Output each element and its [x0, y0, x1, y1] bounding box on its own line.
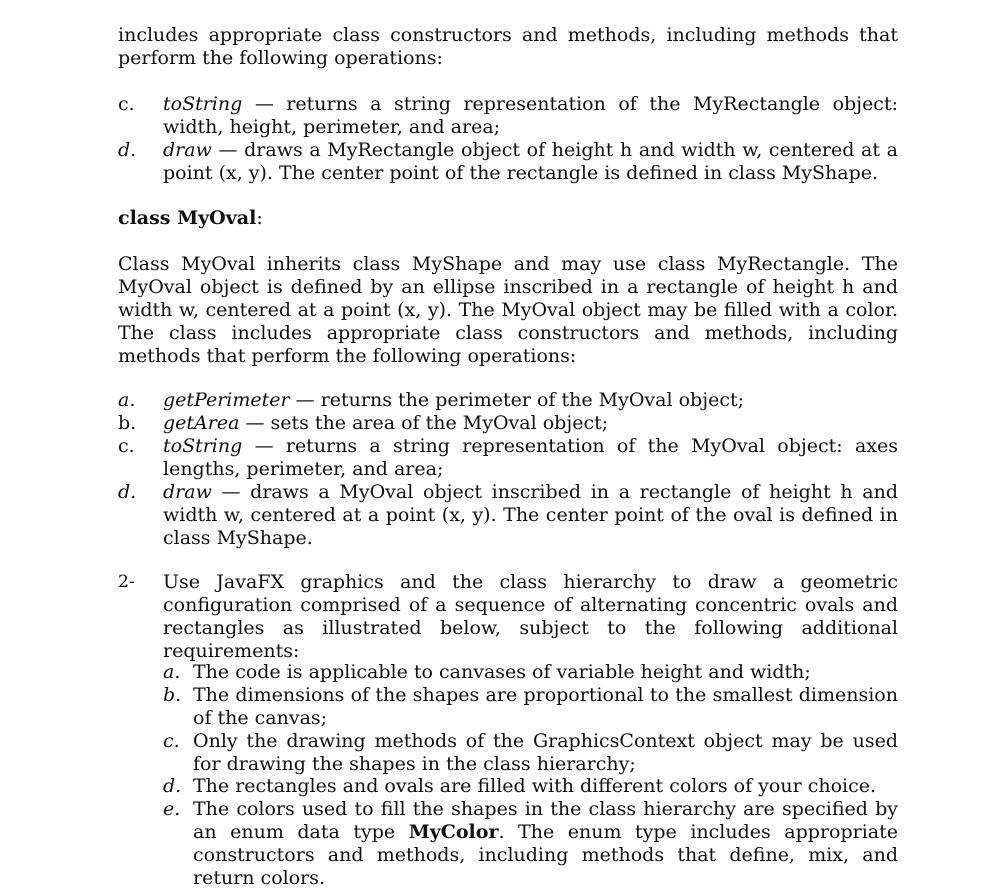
dash: — — [211, 481, 251, 503]
item-marker: a. — [118, 389, 136, 411]
method-description: returns a string representation of the MyOval object: axes lengths, perimeter, and area; — [163, 435, 898, 480]
item-marker: c. — [118, 93, 135, 115]
requirement-marker: d. — [163, 775, 182, 797]
dash: — — [242, 93, 287, 115]
requirement-text: Only the drawing methods of the GraphicsContext object may be used for drawing the shapes in the class hierarchy; — [193, 730, 898, 775]
item-text — [163, 389, 898, 412]
item-text — [163, 435, 898, 481]
requirement-text-after: . The enum type includes appropriate constructors and methods, including methods that define, mix, and return colors. — [193, 821, 898, 889]
dash: — — [242, 435, 286, 457]
enum-name: MyColor — [408, 821, 499, 843]
method-description: returns the perimeter of the MyOval object; — [320, 389, 745, 411]
method-description: draws a MyRectangle object of height h and width w, centered at a point (x, y). The center point of the rectangle is defined in class MyShape. — [163, 139, 898, 184]
requirement-text: The rectangles and ovals are filled with different colors of your choice. — [193, 775, 877, 797]
dash: — — [289, 389, 321, 411]
item-marker: d. — [118, 481, 137, 503]
task-marker: 2- — [118, 572, 135, 592]
method-description: sets the area of the MyOval object; — [270, 412, 609, 434]
method-name: draw — [163, 139, 212, 161]
requirement-text: The code is applicable to canvases of variable height and width; — [193, 661, 811, 683]
dash: — — [211, 139, 245, 161]
oval-paragraph — [118, 253, 898, 368]
method-name: toString — [163, 435, 243, 457]
dash: — — [239, 412, 271, 434]
heading-class-name: class MyOval — [118, 207, 257, 229]
method-description: returns a string representation of the MyRectangle object: width, height, perimeter, and area; — [163, 93, 898, 138]
item-marker: d. — [118, 139, 137, 161]
requirement-marker: e. — [163, 798, 181, 820]
requirement-text: The dimensions of the shapes are proportional to the smallest dimension of the canvas; — [193, 684, 898, 729]
method-name: getArea — [163, 412, 240, 434]
intro-paragraph — [118, 24, 898, 70]
method-name: toString — [163, 93, 243, 115]
requirement-text-before: The colors used to fill the shapes in the class hierarchy are specified by an enum data type — [193, 798, 898, 843]
method-name: getPerimeter — [163, 389, 290, 411]
item-text — [163, 481, 898, 550]
requirement-marker: b. — [163, 684, 182, 706]
item-marker: b. — [118, 412, 137, 434]
heading-colon: : — [256, 207, 263, 229]
method-name: draw — [163, 481, 212, 503]
requirement-marker: c. — [163, 730, 180, 752]
item-text — [163, 139, 898, 185]
requirement-text — [193, 798, 898, 890]
intro-text: includes appropriate class constructors and methods, including methods that perform the following operations: — [118, 24, 898, 69]
oval-paragraph-text: Class MyOval inherits class MyShape and may use class MyRectangle. The MyOval object is defined by an ellipse inscribed in a rectangle of height h and width w, centered at a point (x, y). The MyOval object may be filled with a color. The class includes appropriate class constructors and methods, including methods that perform the following operations: — [118, 253, 898, 367]
task-2-text: Use JavaFX graphics and the class hierarchy to draw a geometric configuration comprised of a sequence of alternating concentric ovals and rectangles as illustrated below, subject to the following additional requirements: — [163, 571, 898, 662]
item-text — [163, 93, 898, 139]
item-text — [163, 412, 898, 435]
item-marker: c. — [118, 435, 135, 457]
oval-heading — [118, 207, 898, 230]
requirement-marker: a. — [163, 661, 181, 683]
method-description: draws a MyOval object inscribed in a rectangle of height h and width w, centered at a point (x, y). The center point of the oval is defined in class MyShape. — [163, 481, 898, 549]
